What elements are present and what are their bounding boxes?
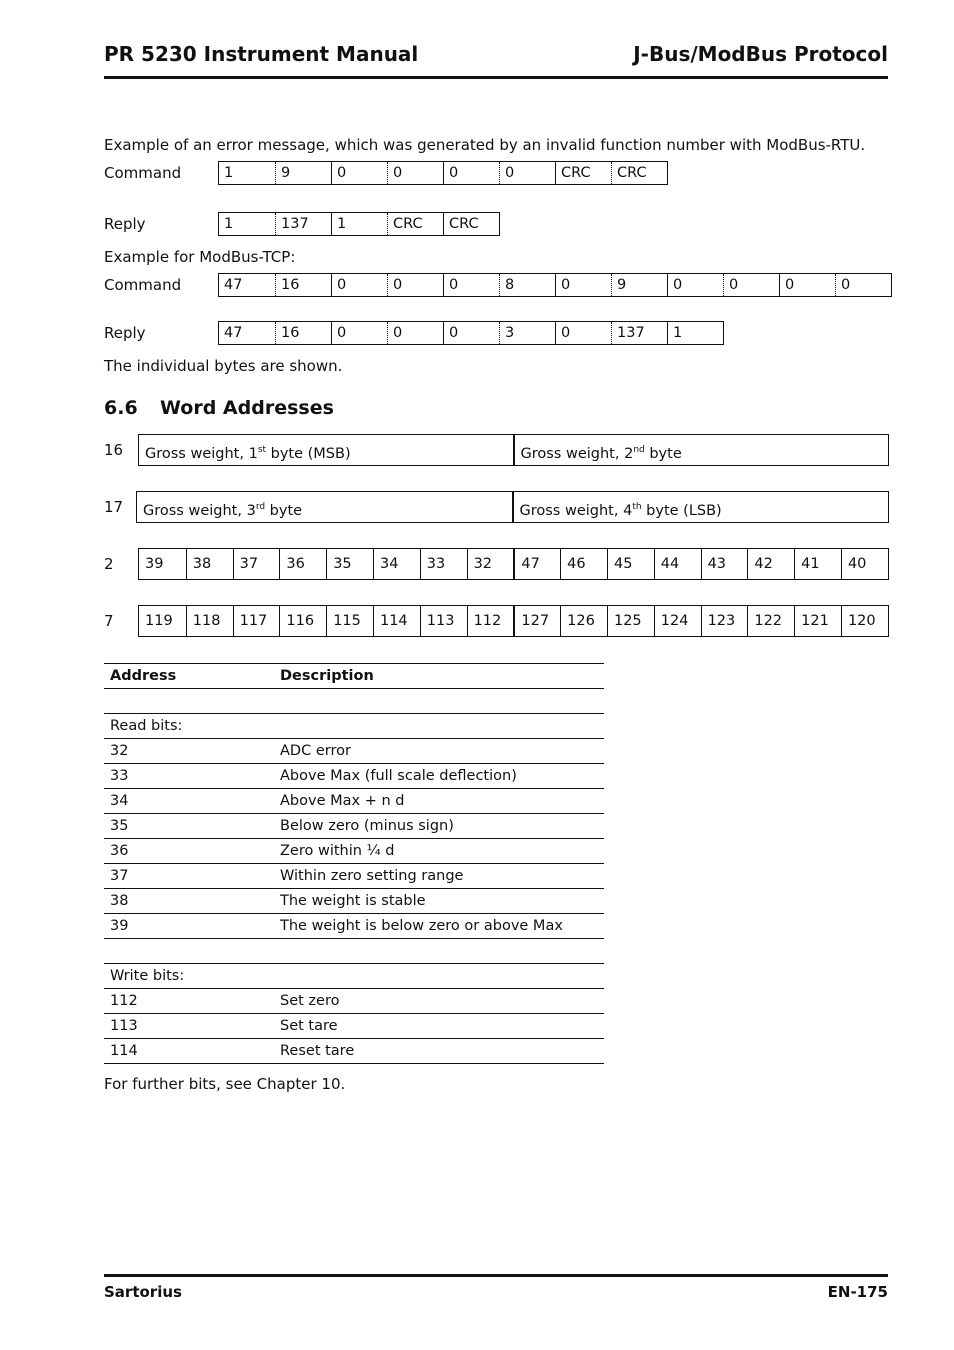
bit-cell: 122	[747, 606, 794, 636]
page-header	[104, 40, 888, 79]
word-16-high-byte: Gross weight, 1st byte (MSB)	[145, 445, 351, 462]
bit-cell: 126	[560, 606, 607, 636]
cell-address: 36	[104, 839, 274, 864]
cell-address	[104, 939, 274, 964]
byte-cell: 0	[387, 322, 443, 344]
bit-row-address-7: 7	[104, 612, 114, 630]
company-name: Sartorius	[104, 1283, 182, 1301]
bit-cell: 124	[654, 606, 701, 636]
rtu-command-label: Command	[104, 164, 182, 182]
byte-cell: 0	[443, 162, 499, 184]
cell-address: 35	[104, 814, 274, 839]
page-number: EN-175	[827, 1283, 888, 1301]
byte-cell: 47	[224, 277, 243, 293]
bit-cell: 119	[145, 613, 173, 629]
bit-cell: 112	[467, 606, 514, 636]
header-address: Address	[104, 664, 274, 689]
cell-description: Set tare	[274, 1014, 604, 1039]
table-row	[104, 1039, 604, 1064]
bit-cell: 117	[233, 606, 280, 636]
table-row	[104, 1014, 604, 1039]
table-row	[104, 789, 604, 814]
header-description: Description	[274, 664, 604, 689]
cell-description	[274, 939, 604, 964]
bytes-note: The individual bytes are shown.	[104, 357, 343, 375]
byte-cell: 1	[224, 165, 234, 181]
cell-address: Write bits:	[104, 964, 274, 989]
cell-description	[274, 714, 604, 739]
byte-cell: CRC	[443, 213, 499, 235]
cell-description: Above Max + n d	[274, 789, 604, 814]
bit-cell: 113	[420, 606, 467, 636]
table-row	[104, 739, 604, 764]
cell-address: 33	[104, 764, 274, 789]
byte-cell: 0	[331, 322, 387, 344]
tcp-text: Example for ModBus-TCP:	[104, 248, 296, 266]
byte-cell: 1	[224, 216, 234, 232]
bit-cell: 44	[654, 549, 701, 579]
byte-cell: 1	[331, 213, 387, 235]
bit-cell: 40	[841, 549, 888, 579]
cell-address: 112	[104, 989, 274, 1014]
byte-cell: 0	[723, 274, 779, 296]
cell-address	[104, 689, 274, 714]
table-row	[104, 914, 604, 939]
byte-cell: 16	[275, 322, 331, 344]
word-address-17: 17	[104, 498, 124, 516]
table-row	[104, 989, 604, 1014]
bit-cell: 36	[279, 549, 326, 579]
group-label-row	[104, 964, 604, 989]
byte-cell: CRC	[555, 162, 611, 184]
bit-cell: 116	[279, 606, 326, 636]
bit-cell: 118	[186, 606, 233, 636]
word-address-16: 16	[104, 441, 124, 459]
cell-address: 113	[104, 1014, 274, 1039]
byte-cell: 8	[499, 274, 555, 296]
byte-cell: CRC	[611, 162, 667, 184]
cell-description: Set zero	[274, 989, 604, 1014]
cell-address: 114	[104, 1039, 274, 1064]
word-17-high-byte: Gross weight, 3rd byte	[143, 502, 303, 519]
byte-cell: 3	[499, 322, 555, 344]
byte-cell: 0	[667, 274, 723, 296]
bit-description-table	[104, 663, 604, 1064]
byte-cell: 0	[555, 274, 611, 296]
bit-cell: 115	[326, 606, 373, 636]
group-label-row	[104, 714, 604, 739]
table-header-row	[104, 664, 604, 689]
bit-cell: 127	[513, 606, 560, 636]
byte-cell: 16	[275, 274, 331, 296]
bit-cell: 46	[560, 549, 607, 579]
cell-description: The weight is below zero or above Max	[274, 914, 604, 939]
table-row	[104, 839, 604, 864]
cell-address: 37	[104, 864, 274, 889]
table-row	[104, 814, 604, 839]
bit-cell: 33	[420, 549, 467, 579]
byte-cell: 9	[611, 274, 667, 296]
cell-address: 38	[104, 889, 274, 914]
cell-description: Zero within ¼ d	[274, 839, 604, 864]
word-17-low-byte: Gross weight, 4th byte (LSB)	[512, 492, 889, 522]
blank-row	[104, 689, 604, 714]
bit-cell: 41	[794, 549, 841, 579]
byte-cell: 0	[387, 162, 443, 184]
tcp-command-label: Command	[104, 276, 182, 294]
byte-cell: 1	[667, 322, 723, 344]
byte-cell: CRC	[387, 213, 443, 235]
bit-row-7	[138, 605, 889, 637]
intro-text: Example of an error message, which was generated by an invalid function number with ModBus-RTU.	[104, 136, 866, 154]
bit-cell: 47	[513, 549, 560, 579]
bit-cell: 45	[607, 549, 654, 579]
cell-address: 32	[104, 739, 274, 764]
cell-address: 34	[104, 789, 274, 814]
bit-cell: 32	[467, 549, 514, 579]
cell-description: Reset tare	[274, 1039, 604, 1064]
byte-cell: 137	[611, 322, 667, 344]
rtu-command-bytes	[218, 161, 668, 185]
word-16-box	[138, 434, 889, 466]
cell-address: 39	[104, 914, 274, 939]
cell-description: Within zero setting range	[274, 864, 604, 889]
byte-cell: 0	[443, 274, 499, 296]
bit-cell: 121	[794, 606, 841, 636]
tcp-reply-label: Reply	[104, 324, 146, 342]
byte-cell: 0	[331, 274, 387, 296]
bit-row-2	[138, 548, 889, 580]
bit-cell: 38	[186, 549, 233, 579]
bit-cell: 42	[747, 549, 794, 579]
bit-cell: 35	[326, 549, 373, 579]
bit-cell: 34	[373, 549, 420, 579]
footnote: For further bits, see Chapter 10.	[104, 1075, 346, 1093]
section-number: 6.6	[104, 397, 138, 419]
cell-description: Below zero (minus sign)	[274, 814, 604, 839]
section-heading	[104, 397, 334, 419]
bit-cell: 125	[607, 606, 654, 636]
rtu-reply-label: Reply	[104, 215, 146, 233]
word-16-low-byte: Gross weight, 2nd byte	[513, 435, 889, 465]
blank-row	[104, 939, 604, 964]
section-title: Word Addresses	[160, 397, 334, 419]
cell-description: The weight is stable	[274, 889, 604, 914]
bit-row-address-2: 2	[104, 555, 114, 573]
byte-cell: 47	[224, 325, 243, 341]
byte-cell: 137	[275, 213, 331, 235]
cell-description	[274, 689, 604, 714]
rtu-reply-bytes	[218, 212, 500, 236]
byte-cell: 0	[443, 322, 499, 344]
byte-cell: 0	[555, 322, 611, 344]
chapter-title: J-Bus/ModBus Protocol	[633, 42, 888, 66]
byte-cell: 0	[835, 274, 891, 296]
bit-cell: 123	[701, 606, 748, 636]
table-row	[104, 889, 604, 914]
word-17-box	[136, 491, 889, 523]
byte-cell: 9	[275, 162, 331, 184]
byte-cell: 0	[331, 162, 387, 184]
table-row	[104, 764, 604, 789]
cell-address: Read bits:	[104, 714, 274, 739]
tcp-reply-bytes	[218, 321, 724, 345]
cell-description	[274, 964, 604, 989]
table-row	[104, 864, 604, 889]
page-footer	[104, 1274, 888, 1301]
cell-description: Above Max (full scale deflection)	[274, 764, 604, 789]
bit-cell: 114	[373, 606, 420, 636]
tcp-command-bytes	[218, 273, 892, 297]
manual-title: PR 5230 Instrument Manual	[104, 42, 419, 66]
bit-cell: 120	[841, 606, 888, 636]
cell-description: ADC error	[274, 739, 604, 764]
byte-cell: 0	[779, 274, 835, 296]
byte-cell: 0	[387, 274, 443, 296]
byte-cell: 0	[499, 162, 555, 184]
bit-cell: 39	[145, 556, 164, 572]
bit-cell: 37	[233, 549, 280, 579]
bit-cell: 43	[701, 549, 748, 579]
